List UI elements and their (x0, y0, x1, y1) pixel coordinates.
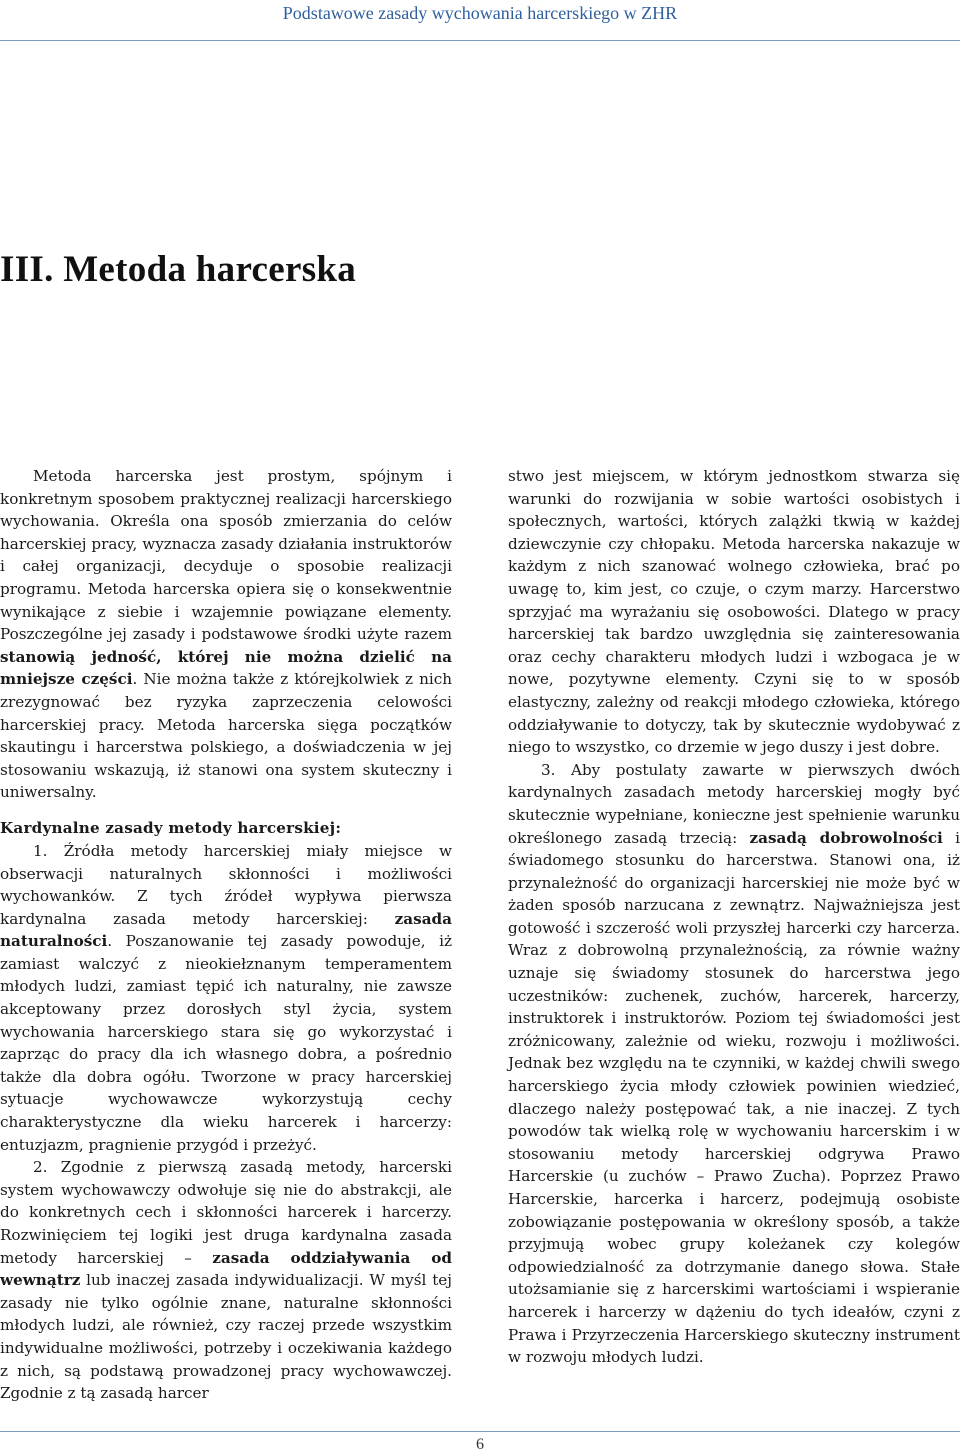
principle-2-text-2: lub inaczej zasada indywidualizacji. W myśl tej zasady nie tylko ogólnie znane, naturalne skłonności młodych ludzi, ale również, czy raczej przede wszystkim indywidualne możliwości, potrzeby i oczekiwania każdego z nich, są podstawą prowadzonej pracy wychowawczej. Zgodnie z tą zasadą harcer (0, 1271, 452, 1403)
principle-1-paragraph (0, 840, 452, 1156)
chapter-title: III. Metoda harcerska (0, 249, 357, 290)
intro-paragraph (0, 465, 452, 804)
principle-2-text-1: 2. Zgodnie z pierwszą zasadą metody, harcerski system wychowawczy odwołuje się nie do abstrakcji, ale do konkretnych cech i skłonności harcerek i harcerzy. Rozwinięciem tej logiki jest druga kardynalna zasada metody harcerskiej – (0, 1158, 452, 1267)
right-column (508, 465, 960, 1369)
principle-3-bold-text: zasadą dobrowolności (749, 828, 943, 847)
principle-3-paragraph (508, 759, 960, 1369)
principle-1-text-1: 1. Źródła metody harcerskiej miały miejsce w obserwacji naturalnych skłonności i możliwości wychowanków. Z tych źródeł wypływa pierwsza kardynalna zasada metody harcerskiej: (0, 841, 452, 928)
intro-bold-text: stanowią jedność, której nie można dzielić na mniejsze części (0, 647, 452, 689)
principle-3-text-2: i świadomego stosunku do harcerstwa. Stanowi ona, iż przynależność do organizacji harcerskiej nie może być w żaden sposób narzucana z zewnątrz. Najważniejsza jest gotowość i szczerość woli przyszłej harcerki czy harcerza. Wraz z dobrowolną przynależnością, za równie ważny uznaje się świadomy stosunek do harcerstwa jego uczestników: zuchenek, zuchów, harcerek, harcerzy, instruktorek i instruktorów. Poziom tej świadomości jest zróżnicowany, zależnie od wieku, rozwoju i możliwości. Jednak bez względu na te czynniki, w każdej chwili swego harcerskiego życia młody człowiek powinien wiedzieć, dlaczego należy postępować tak, a nie inaczej. Z tych powodów tak wielką rolę w wychowaniu harcerskim i w stosowaniu metody harcerskiej odgrywa Prawo Harcerskie (u zuchów – Prawo Zucha). Poprzez Prawo Harcerskie, harcerka i harcerz, podejmują osobiste zobowiązanie postępowania w określony sposób, a także przyjmują wobec grupy koleżanek czy kolegów odpowiedzialność za dotrzymanie danego słowa. Stałe utożsamianie się z harcerskimi wartościami i wspieranie harcerek i harcerzy w dążeniu do tych ideałów, czyni z Prawa i Przyrzeczenia Harcerskiego skuteczny instrument w rozwoju młodych ludzi. (508, 828, 960, 1367)
footer-rule (0, 1431, 960, 1432)
intro-text-2: . Nie można także z którejkolwiek z nich zrezygnować bez ryzyka zaprzeczenia celowości harcerskiej pracy. Metoda harcerska sięga początków skautingu i harcerstwa polskiego, a doświadczenia w jej stosowaniu wskazują, iż stanowi ona system skuteczny i uniwersalny. (0, 670, 452, 802)
principle-2-continuation: stwo jest miejscem, w którym jednostkom stwarza się warunki do rozwijania w sobie wartości osobistych i społecznych, wartości, których zalążki tkwią w każdej dziewczynie czy chłopaku. Metoda harcerska nakazuje w każdym z nich szanować wolnego człowieka, brać po uwagę to, kim jest, co czuje, o czym marzy. Harcerstwo sprzyjać ma wyrażaniu się osobowości. Dlatego w pracy harcerskiej tak bardzo uwzględnia się zainteresowania oraz cechy charakteru młodych ludzi i wzbogaca je w nowe, pozytywne elementy. Czyni się to w sposób elastyczny, zależny od reakcji młodego człowieka, którego oddziaływanie to dotyczy, tak by skutecznie wydobywać z niego to wszystko, co drzemie w jego duszy i jest dobre. (508, 467, 960, 757)
principle-3-text-1: 3. Aby postulaty zawarte w pierwszych dwóch kardynalnych zasadach metody harcerskiej mogły być skutecznie wypełniane, konieczne jest spełnienie warunku określonego zasadą trzecią: (508, 760, 960, 847)
running-header (0, 0, 960, 41)
principle-1-text-2: . Poszanowanie tej zasady powoduje, iż zamiast walczyć z nieokiełznanym temperamentem młodych ludzi, zamiast tępić ich naturalny, nie zawsze akceptowany przez dorosłych styl życia, system wychowania harcerskiego stara się go wykorzystać i zaprząc do pracy dla ich własnego dobra, a pośrednio także dla dobra ogółu. Tworzone w pracy harcerskiej sytuacje wychowawcze wykorzystują cechy charakterystyczne dla wieku harcerek i harcerzy: entuzjazm, pragnienie przygód i przeżyć. (0, 932, 452, 1154)
running-header-title: Podstawowe zasady wychowania harcerskiego w ZHR (282, 3, 678, 23)
page-number: 6 (476, 1436, 484, 1453)
section-heading: Kardynalne zasady metody harcerskiej: (0, 818, 342, 837)
intro-text-1: Metoda harcerska jest prostym, spójnym i konkretnym sposobem praktycznej realizacji harcerskiego wychowania. Określa ona sposób zmierzania do celów harcerskiej pracy, wyznacza zasady działania instruktorów i całej organizacji, decyduje o sposobie realizacji programu. Metoda harcerska opiera się o konsekwentnie wynikające z siebie i wzajemnie powiązane elementy. Poszczególne jej zasady i podstawowe środki użyte razem (0, 467, 452, 644)
principle-2-paragraph (0, 1156, 452, 1405)
left-column (0, 465, 452, 1405)
principle-1-bold-text: zasada naturalności (0, 909, 452, 951)
principle-2-bold-text: zasada oddziaływania od wewnątrz (0, 1248, 452, 1290)
